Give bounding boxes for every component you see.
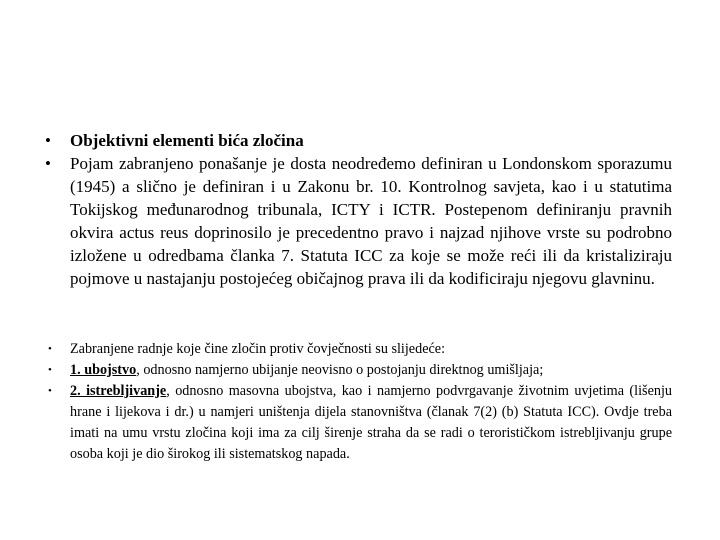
section-heading: Objektivni elementi bića zločina bbox=[70, 131, 304, 150]
paragraph-text: Pojam zabranjeno ponašanje je dosta neodređemo definiran u Londonskom sporazumu (1945) a slično je definiran i u Zakonu br. 10. Kontrolnog savjeta, kao i u statutima Tokijskog međunarodnog tribunala, ICTY i ICTR. Postepenom definiranju pravnih okvira actus reus doprinosilo je precedentno pravo i najzad njihove vrste su podrobno izložene u odredbama članka 7. Statuta ICC za koje se može reći ili da kristaliziraju pojmove u nastajanju postojećeg običajnog prava ili da kodificiraju njegovu glavninu. bbox=[70, 154, 672, 288]
bullet-intro bbox=[44, 339, 672, 360]
extermination-description: , odnosno masovna ubojstva, kao i namjerno podvrgavanje životnim uvjetima (lišenju hrane i lijekova i dr.) u namjeri uništenja dijela stanovništva (članak 7(2) (b) Statuta ICC). Ovdje treba imati na umu vrstu zločina koji ima za cilj širenje straha da se radi o terorističkom istrebljivanju grupe osoba koji je dio širokog ili sistematskog napada. bbox=[70, 383, 672, 462]
prohibited-acts-list bbox=[44, 339, 672, 465]
main-bullet-list bbox=[44, 129, 672, 290]
bullet-icon: • bbox=[48, 385, 52, 397]
bullet-paragraph bbox=[44, 152, 672, 290]
bullet-extermination bbox=[44, 381, 672, 465]
term-murder: 1. ubojstvo bbox=[70, 362, 137, 378]
intro-text: Zabranjene radnje koje čine zločin protiv čovječnosti su slijedeće: bbox=[70, 341, 446, 357]
bullet-icon: • bbox=[45, 131, 51, 150]
bullet-icon: • bbox=[48, 343, 52, 355]
bullet-icon: • bbox=[48, 364, 52, 376]
term-extermination: 2. istrebljivanje bbox=[70, 383, 167, 399]
bullet-murder bbox=[44, 360, 672, 381]
bullet-icon: • bbox=[45, 154, 51, 173]
murder-description: , odnosno namjerno ubijanje neovisno o postojanju direktnog umišljaja; bbox=[136, 362, 544, 378]
bullet-heading bbox=[44, 129, 672, 152]
